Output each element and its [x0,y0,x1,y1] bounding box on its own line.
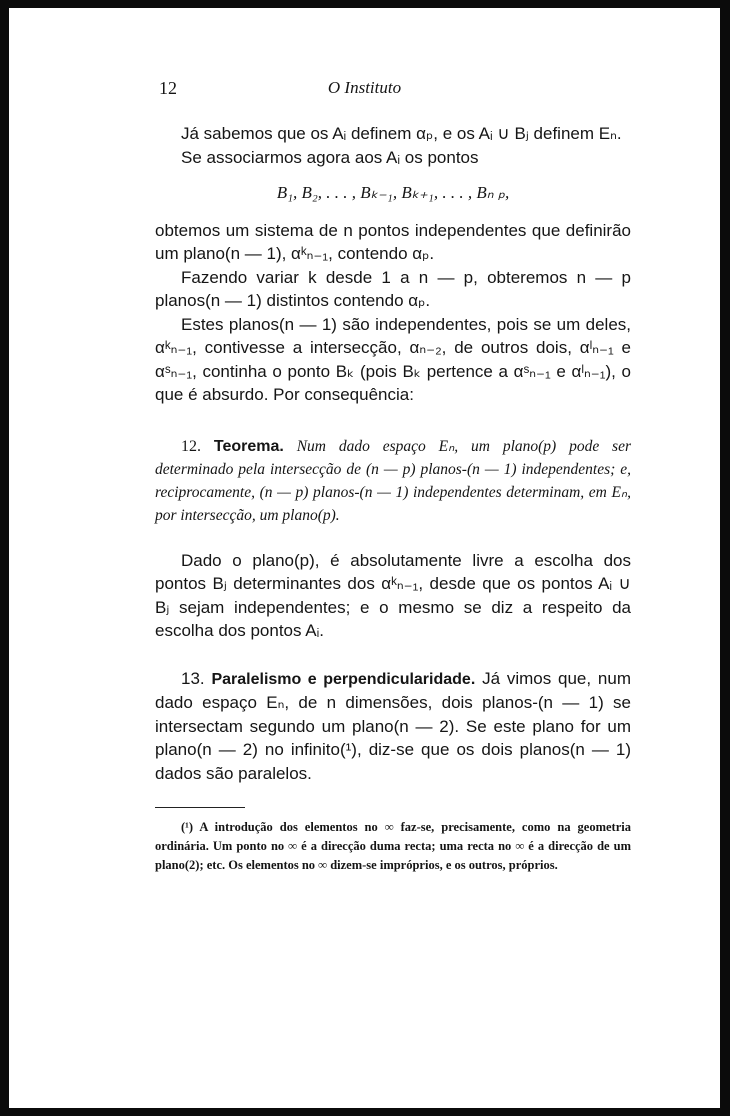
section-title: Paralelismo e perpendicularidade. [211,670,476,688]
paragraph: Fazendo variar k desde 1 a n — p, obteremos n — p planos(n — 1) distintos contendo αₚ. [155,267,631,310]
theorem-number: 12. [181,437,201,455]
section-number: 13. [181,668,205,688]
paragraph: Se associarmos agora aos Aᵢ os pontos [181,147,479,167]
page-number: 12 [159,78,177,98]
theorem-title: Teorema. [213,437,284,455]
page-header [9,78,720,102]
page-body [155,122,631,875]
paragraph: obtemos um sistema de n pontos independentes que definirão um plano(n — 1), αᵏₙ₋₁, contendo αₚ. [155,220,631,263]
footnote-divider [155,807,245,808]
formula: B₁, B₂, . . . , Bₖ₋₁, Bₖ₊₁, . . . , Bₙ ₚ, [276,183,510,202]
paragraph: Já sabemos que os Aᵢ definem αₚ, e os Aᵢ ∪ Bⱼ definem Eₙ. [181,124,622,143]
footnote: (¹) A introdução dos elementos no ∞ faz-se, precisamente, como na geometria ordinária. Um ponto no ∞ é a direcção duma recta; uma recta no ∞ é a direcção de um plano(2); etc. Os elementos no ∞ dizem-se impróprios, e os outros, próprios. [155,820,631,872]
theorem-block [155,435,631,527]
book-page [9,8,720,1108]
paragraph: Estes planos(n — 1) são independentes, pois se um deles, αᵏₙ₋₁, contivesse a intersecção, αₙ₋₂, de outros dois, αˡₙ₋₁ e αˢₙ₋₁, continha o ponto Bₖ (pois Bₖ pertence a αˢₙ₋₁ e αˡₙ₋₁), o que é absurdo. Por consequência: [155,314,631,404]
paragraph: Dado o plano(p), é absolutamente livre a escolha dos pontos Bⱼ determinantes dos αᵏₙ₋₁, desde que os pontos Aᵢ ∪ Bⱼ sejam independentes; e o mesmo se diz a respeito da escolha dos pontos Aᵢ. [155,550,631,640]
section-block [155,667,631,786]
running-title: O Instituto [327,78,402,97]
theorem-text: Num dado espaço Eₙ, um plano(p) pode ser determinado pela intersecção de (n — p) planos-(n — 1) independentes; e, reciprocamente, (n — p) planos-(n — 1) independentes determinam, em Eₙ, por intersecção, um plano(p). [155,437,632,524]
section-text: Já vimos que, num dado espaço Eₙ, de n dimensões, dois planos-(n — 1) se intersectam segundo um plano(n — 2). Se este plano for um plano(n — 2) no infinito(¹), diz-se que os dois planos(n — 1) dados são paralelos. [155,668,631,783]
